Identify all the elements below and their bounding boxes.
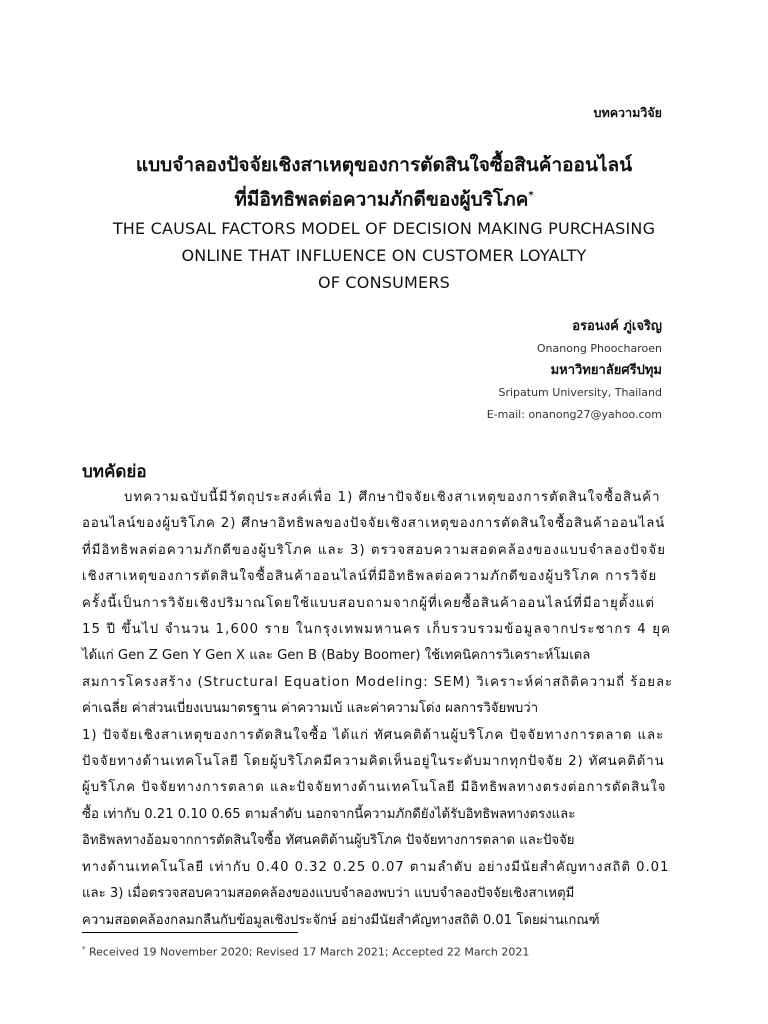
abstract-line: ความสอดคล้องกลมกลืนกับข้อมูลเชิงประจักษ์ อย่างมีนัยสำคัญทางสถิติ 0.01 โดยผ่านเกณฑ์ [82,912,600,928]
abstract-body [82,485,682,934]
footnote [82,945,529,959]
abstract-line: 15 ปี ขึ้นไป จำนวน 1,600 ราย ในกรุงเทพมหานคร เก็บรวบรวมข้อมูลจากประชากร 4 ยุค [82,622,672,638]
abstract-line: ครั้งนี้เป็นการวิจัยเชิงปริมาณโดยใช้แบบสอบถามจากผู้ที่เคยซื้อสินค้าออนไลน์ที่มีอายุตั้งแต่ [82,595,655,611]
affiliation-thai: มหาวิทยาลัยศรีปทุม [550,363,662,378]
abstract-line: อิทธิพลทางอ้อมจากการตัดสินใจซื้อ ทัศนคติด้านผู้บริโภค ปัจจัยทางการตลาด และปัจจัย [82,833,575,849]
section-label: บทความวิจัย [593,105,662,120]
abstract-line: ค่าเฉลี่ย ค่าส่วนเบี่ยงเบนมาตรฐาน ค่าความเบ้ และค่าความโด่ง ผลการวิจัยพบว่า [82,701,539,717]
title-english-line-2: ONLINE THAT INFLUENCE ON CUSTOMER LOYALTY [181,246,587,265]
abstract-line: 1) ปัจจัยเชิงสาเหตุของการตัดสินใจซื้อ ได้แก่ ทัศนคติด้านผู้บริโภค ปัจจัยทางการตลาด และ [82,727,665,743]
title-thai-line-1: แบบจำลองปัจจัยเชิงสาเหตุของการตัดสินใจซื้อสินค้าออนไลน์ [135,154,633,176]
affiliation-english: Sripatum University, Thailand [498,386,662,399]
footnote-marker: * [82,945,86,953]
title-footnote-marker: * [528,190,534,201]
author-email: E-mail: onanong27@yahoo.com [486,408,662,421]
abstract-line: เชิงสาเหตุของการตัดสินใจซื้อสินค้าออนไลน์ที่มีอิทธิพลต่อความภักดีของผู้บริโภค การวิจัย [82,569,658,585]
title-thai-line-2: ที่มีอิทธิพลต่อความภักดีของผู้บริโภค [234,188,529,211]
author-name-thai: อรอนงค์ ภู่เจริญ [572,319,662,334]
footnote-divider [82,932,298,933]
abstract-line: ออนไลน์ของผู้บริโภค 2) ศึกษาอิทธิพลของปัจจัยเชิงสาเหตุของการตัดสินใจซื้อสินค้าออนไลน์ [82,516,666,532]
abstract-line: ผู้บริโภค ปัจจัยทางการตลาด และปัจจัยทางด้านเทคโนโลยี มีอิทธิพลทางตรงต่อการตัดสินใจ [82,780,667,796]
abstract-line: ปัจจัยทางด้านเทคโนโลยี โดยผู้บริโภคมีความคิดเห็นอยู่ในระดับมากทุกปัจจัย 2) ทัศนคติด้าน [82,754,665,770]
abstract-line: และ 3) เมื่อตรวจสอบความสอดคล้องของแบบจำลองพบว่า แบบจำลองปัจจัยเชิงสาเหตุมี [82,886,575,902]
abstract-line: ที่มีอิทธิพลต่อความภักดีของผู้บริโภค และ 3) ตรวจสอบความสอดคล้องของแบบจำลองปัจจัย [82,542,667,558]
abstract-line: บทความฉบับนี้มีวัตถุประสงค์เพื่อ 1) ศึกษาปัจจัยเชิงสาเหตุของการตัดสินใจซื้อสินค้า [124,490,661,505]
title-english-line-1: THE CAUSAL FACTORS MODEL OF DECISION MAKING PURCHASING [112,219,656,238]
abstract-line: ได้แก่ Gen Z Gen Y Gen X และ Gen B (Baby Boomer) ใช้เทคนิคการวิเคราะห์โมเดล [82,648,591,664]
abstract-heading: บทคัดย่อ [82,462,147,482]
title-english-line-3: OF CONSUMERS [317,273,451,292]
author-name-english: Onanong Phoocharoen [536,342,662,355]
author-block [487,316,662,426]
footnote-text: Received 19 November 2020; Revised 17 March 2021; Accepted 22 March 2021 [89,945,530,959]
abstract-line: ซื้อ เท่ากับ 0.21 0.10 0.65 ตามลำดับ นอกจากนี้ความภักดียังได้รับอิทธิพลทางตรงและ [82,806,576,822]
title-thai-line-2-wrap [0,181,768,214]
abstract-line: ทางด้านเทคโนโลยี เท่ากับ 0.40 0.32 0.25 0.07 ตามลำดับ อย่างมีนัยสำคัญทางสถิติ 0.01 [82,859,670,875]
abstract-line: สมการโครงสร้าง (Structural Equation Modeling: SEM) วิเคราะห์ค่าสถิติความถี่ ร้อยละ [82,674,674,690]
